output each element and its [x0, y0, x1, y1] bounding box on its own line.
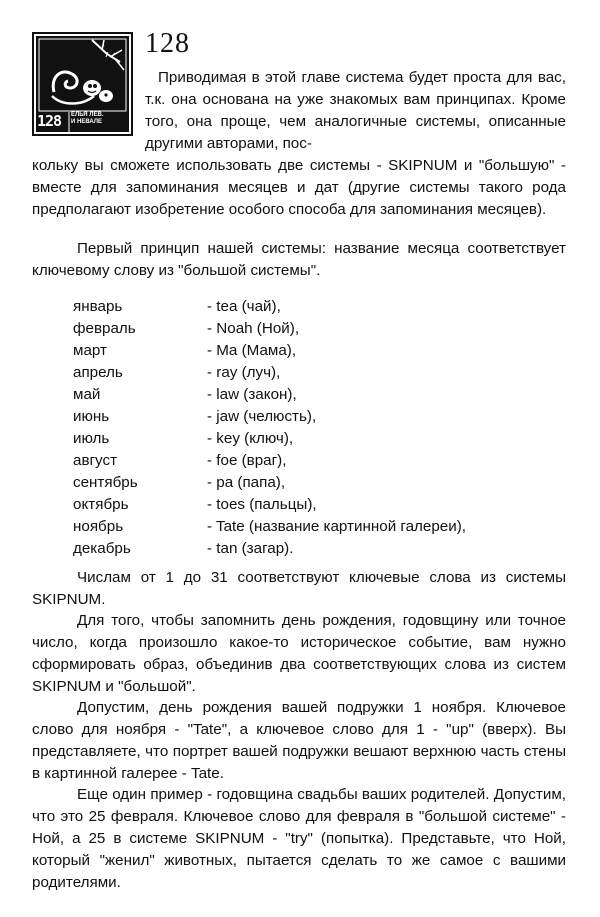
list-item [73, 318, 543, 340]
list-item [73, 296, 543, 318]
vignette-caption [71, 112, 129, 126]
vignette-number: 128 [37, 112, 62, 130]
month-name: август [73, 452, 118, 469]
month-keyword: - foe (враг), [207, 452, 287, 469]
month-keyword: - Tate (название картинной галереи), [207, 518, 467, 535]
vignette-caption-line: ЕЛЬЯ ЛЕВ. [71, 112, 104, 118]
month-keyword: - ray (луч), [207, 364, 281, 381]
how-to-paragraph: Для того, чтобы запомнить день рождения, годовщину или точное число, когда произошло какое-то историческое событие, вам нужно сформировать образ, объединив два соответствующих слова из систем SKIPNUM и "большой". [32, 612, 566, 695]
month-name: май [73, 386, 101, 403]
month-keyword-list [73, 296, 543, 560]
list-item [73, 340, 543, 362]
page-number: 128 [145, 28, 190, 59]
month-keyword: - key (ключ), [207, 430, 294, 447]
month-name: январь [73, 298, 123, 315]
month-keyword: - jaw (челюсть), [207, 408, 317, 425]
month-keyword: - pa (папа), [207, 474, 286, 491]
month-name: сентябрь [73, 474, 138, 491]
chapter-vignette [32, 32, 133, 136]
month-name: февраль [73, 320, 136, 337]
month-name: июль [73, 430, 110, 447]
intro-paragraph-continuation: кольку вы сможете использовать две системы - SKIPNUM и "большую" - вместе для запоминания месяцев и дат (другие системы такого рода предполагают изобретение особого способа для запоминания месяцев). [32, 157, 566, 218]
intro-paragraph-start: Приводимая в этой главе система будет проста для вас, т.к. она основана на уже знакомых вам принципах. Кроме того, она проще, чем аналогичные системы, описанные другими авторами, пос- [145, 69, 566, 152]
month-name: ноябрь [73, 518, 124, 535]
list-item [73, 494, 543, 516]
month-keyword: - tan (загар). [207, 540, 294, 557]
example-paragraph-1: Допустим, день рождения вашей подружки 1 ноября. Ключевое слово для ноября - "Tate", а ключевое слово для 1 - "up" (вверх). Вы представляете, что портрет вашей подружки вешают верхнюю часть стены в картинной галерее - Tate. [32, 699, 566, 782]
list-item [73, 516, 543, 538]
vignette-caption-line: И НЕВАЛЕ [71, 119, 102, 125]
month-name: март [73, 342, 107, 359]
list-item [73, 428, 543, 450]
month-keyword: - toes (пальцы), [207, 496, 317, 513]
month-name: апрель [73, 364, 123, 381]
month-name: декабрь [73, 540, 131, 557]
list-item [73, 406, 543, 428]
month-keyword: - law (закон), [207, 386, 297, 403]
list-item [73, 384, 543, 406]
example-paragraph-2: Еще один пример - годовщина свадьбы ваших родителей. Допустим, что это 25 февраля. Ключевое слово для февраля в "большой системе" - Ной, а 25 в системе SKIPNUM - "try" (попытка). Представьте, что Ной, который "женил" животных, пытается сделать то же самое с вашими родителями. [32, 786, 566, 891]
month-keyword: - tea (чай), [207, 298, 281, 315]
month-keyword: - Noah (Ной), [207, 320, 300, 337]
numbers-paragraph: Числам от 1 до 31 соответствуют ключевые слова из системы SKIPNUM. [32, 569, 566, 608]
list-item [73, 362, 543, 384]
month-keyword: - Ma (Мама), [207, 342, 297, 359]
list-item [73, 538, 543, 560]
list-item [73, 450, 543, 472]
list-item [73, 472, 543, 494]
principle-paragraph: Первый принцип нашей системы: название месяца соответствует ключевому слову из "большой системы". [32, 240, 566, 279]
month-name: октябрь [73, 496, 129, 513]
month-name: июнь [73, 408, 110, 425]
